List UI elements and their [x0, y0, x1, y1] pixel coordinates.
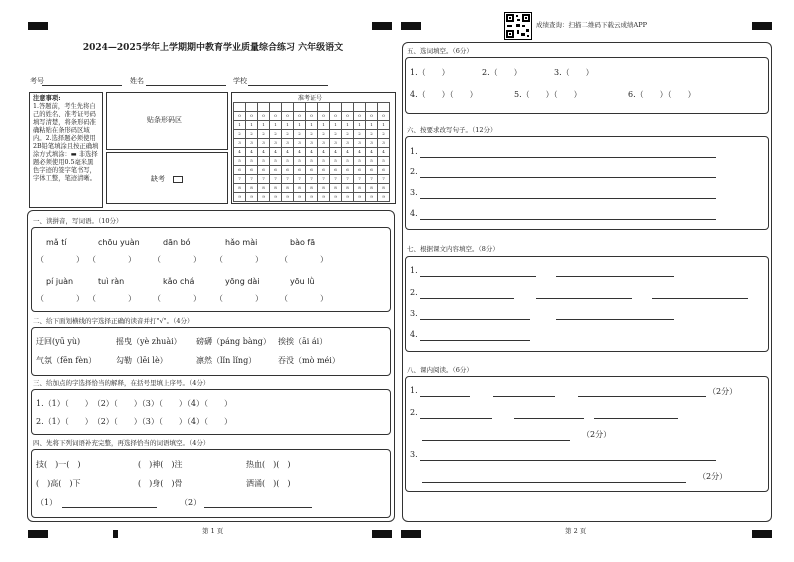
admission-digit-bubble[interactable]: 6 — [282, 166, 294, 175]
fill-in-answer-line[interactable] — [556, 319, 674, 320]
admission-digit-bubble[interactable]: 0 — [246, 112, 258, 121]
admission-digit-bubble[interactable]: 7 — [342, 175, 354, 184]
pronunciation-choice[interactable]: 摇曳（yè zhuài） — [116, 337, 182, 346]
admission-digit-bubble[interactable]: 5 — [294, 157, 306, 166]
absent-label: 缺考 — [151, 175, 165, 183]
reading-answer-line[interactable] — [422, 482, 686, 483]
admission-digit-bubble[interactable]: 8 — [318, 184, 330, 193]
pinyin-prompt: tuì ràn — [98, 277, 125, 286]
admission-digit-bubble[interactable]: 5 — [318, 157, 330, 166]
admission-digit-bubble[interactable]: 7 — [306, 175, 318, 184]
admission-digit-bubble[interactable]: 9 — [330, 193, 342, 202]
admission-digit-bubble[interactable]: 5 — [270, 157, 282, 166]
admission-digit-bubble[interactable]: 2 — [318, 130, 330, 139]
admission-digit-bubble[interactable]: 4 — [306, 148, 318, 157]
admission-digit-bubble[interactable]: 4 — [246, 148, 258, 157]
pronunciation-choice[interactable]: 磅礴（páng bàng） — [196, 337, 271, 346]
section-3-line-1[interactable]: 1.（1）（ ） （2）（ ）（3）（ ）（4）（ ） — [36, 399, 232, 408]
admission-digit-bubble[interactable]: 8 — [246, 184, 258, 193]
section-6-heading: 六、按要求改写句子。（12分） — [407, 126, 497, 134]
admission-digit-bubble[interactable]: 6 — [246, 166, 258, 175]
registration-mark — [401, 22, 421, 30]
admission-digit-bubble[interactable]: 5 — [246, 157, 258, 166]
score-label: （2分） — [708, 387, 738, 396]
word-answer-blank[interactable]: （ ） — [215, 294, 263, 303]
admission-digit-bubble[interactable]: 6 — [294, 166, 306, 175]
section-4-q1-answer[interactable] — [62, 507, 157, 508]
word-choice-blank[interactable]: 6.（ ）（ ） — [628, 90, 696, 99]
question-number: 1. — [410, 266, 418, 275]
admission-digit-bubble[interactable]: 9 — [294, 193, 306, 202]
admission-write-cell[interactable] — [234, 103, 246, 112]
admission-digit-bubble[interactable]: 8 — [366, 184, 378, 193]
pinyin-prompt: kǎo chá — [163, 277, 195, 286]
section-3-line-2[interactable]: 2.（1）（ ） （2）（ ）（3）（ ）（4）（ ） — [36, 417, 232, 426]
admission-digit-bubble[interactable]: 7 — [378, 175, 390, 184]
qr-caption: 成绩查询：扫描二维码下载云成绩APP — [536, 21, 647, 29]
fill-in-answer-line[interactable] — [556, 276, 674, 277]
question-number: 1. — [410, 147, 418, 156]
admission-digit-bubble[interactable]: 5 — [282, 157, 294, 166]
admission-digit-bubble[interactable]: 7 — [294, 175, 306, 184]
page-number-left: 第 1 页 — [202, 527, 224, 535]
admission-digit-bubble[interactable]: 0 — [318, 112, 330, 121]
admission-digit-bubble[interactable]: 7 — [246, 175, 258, 184]
registration-mark — [401, 530, 421, 538]
school-field[interactable] — [248, 85, 328, 86]
admission-digit-bubble[interactable]: 8 — [330, 184, 342, 193]
admission-digit-bubble[interactable]: 9 — [306, 193, 318, 202]
admission-digit-bubble[interactable]: 0 — [366, 112, 378, 121]
admission-digit-bubble[interactable]: 9 — [246, 193, 258, 202]
question-number: 4. — [410, 330, 418, 339]
admission-digit-bubble[interactable]: 4 — [330, 148, 342, 157]
admission-digit-bubble[interactable]: 1 — [342, 121, 354, 130]
admission-digit-bubble[interactable]: 6 — [366, 166, 378, 175]
admission-digit-bubble[interactable]: 8 — [342, 184, 354, 193]
page-number-right: 第 2 页 — [565, 527, 587, 535]
admission-digit-bubble[interactable]: 0 — [258, 112, 270, 121]
pinyin-prompt: hǎo mài — [225, 238, 258, 247]
reading-answer-line[interactable] — [594, 418, 678, 419]
admission-write-cell[interactable] — [366, 103, 378, 112]
admission-digit-bubble[interactable]: 3 — [306, 139, 318, 148]
fill-in-answer-line[interactable] — [652, 298, 748, 299]
admission-write-cell[interactable] — [318, 103, 330, 112]
admission-digit-bubble[interactable]: 2 — [366, 130, 378, 139]
admission-digit-bubble[interactable]: 8 — [294, 184, 306, 193]
reading-answer-line[interactable] — [420, 460, 716, 461]
registration-mark — [28, 530, 48, 538]
admission-write-cell[interactable] — [258, 103, 270, 112]
section-1-box — [31, 227, 391, 312]
registration-mark — [372, 530, 392, 538]
admission-digit-bubble[interactable]: 0 — [306, 112, 318, 121]
pinyin-prompt: bào fā — [290, 238, 316, 247]
section-4-q1-label: （1） — [36, 498, 58, 507]
admission-write-cell[interactable] — [378, 103, 390, 112]
admission-digit-bubble[interactable]: 3 — [270, 139, 282, 148]
admission-write-cell[interactable] — [342, 103, 354, 112]
admission-digit-bubble[interactable]: 9 — [378, 193, 390, 202]
rewrite-answer-line[interactable] — [420, 177, 716, 178]
fill-in-answer-line[interactable] — [420, 340, 530, 341]
admission-digit-bubble[interactable]: 5 — [354, 157, 366, 166]
barcode-label: 贴条形码区 — [147, 116, 182, 124]
pinyin-prompt: pí juàn — [46, 277, 74, 286]
admission-digit-bubble[interactable]: 3 — [294, 139, 306, 148]
pinyin-prompt: chōu yuàn — [98, 238, 140, 247]
admission-write-cell[interactable] — [246, 103, 258, 112]
admission-digit-bubble[interactable]: 9 — [282, 193, 294, 202]
admission-digit-bubble[interactable]: 4 — [294, 148, 306, 157]
section-5-box — [405, 57, 769, 114]
admission-digit-bubble[interactable]: 3 — [282, 139, 294, 148]
admission-digit-bubble[interactable]: 8 — [258, 184, 270, 193]
admission-digit-bubble[interactable]: 5 — [306, 157, 318, 166]
section-3-heading: 三、给加点的字选择恰当的解释，在括号里填上序号。（4分） — [33, 379, 210, 387]
section-8-heading: 八、课内阅读。（6分） — [407, 366, 473, 374]
rewrite-answer-line[interactable] — [420, 219, 716, 220]
admission-digit-bubble[interactable]: 2 — [342, 130, 354, 139]
section-3-box — [31, 389, 391, 435]
absent-box — [106, 152, 228, 204]
admission-digit-bubble[interactable]: 3 — [342, 139, 354, 148]
section-4-q2-answer[interactable] — [204, 507, 312, 508]
score-label: （2分） — [698, 472, 728, 481]
name-label: 姓名 — [130, 77, 144, 85]
word-answer-blank[interactable]: （ ） — [153, 255, 201, 264]
page-title: 2024—2025学年上学期期中教育学业质量综合练习 六年级语文 — [82, 43, 344, 53]
admission-digit-bubble[interactable]: 6 — [342, 166, 354, 175]
rewrite-answer-line[interactable] — [420, 198, 716, 199]
admission-digit-bubble[interactable]: 4 — [318, 148, 330, 157]
admission-digit-bubble[interactable]: 4 — [378, 148, 390, 157]
admission-digit-bubble[interactable]: 0 — [342, 112, 354, 121]
admission-digit-bubble[interactable]: 2 — [378, 130, 390, 139]
admission-digit-bubble[interactable]: 8 — [306, 184, 318, 193]
admission-write-cell[interactable] — [354, 103, 366, 112]
absent-checkbox[interactable] — [173, 176, 183, 183]
admission-digit-bubble[interactable]: 5 — [330, 157, 342, 166]
registration-mark — [752, 530, 772, 538]
admission-digit-bubble[interactable]: 1 — [366, 121, 378, 130]
admission-digit-bubble[interactable]: 9 — [366, 193, 378, 202]
reading-answer-line[interactable] — [422, 440, 570, 441]
exam-no-field[interactable] — [42, 85, 122, 86]
rewrite-answer-line[interactable] — [420, 157, 716, 158]
admission-digit-bubble[interactable]: 7 — [330, 175, 342, 184]
idiom-completion[interactable]: ( )高( )下 — [36, 479, 81, 488]
idiom-completion[interactable]: ( )身( )骨 — [138, 479, 183, 488]
question-number: 2. — [410, 408, 418, 417]
idiom-completion[interactable]: 洒涌( )( ) — [246, 479, 291, 488]
admission-digit-bubble[interactable]: 5 — [378, 157, 390, 166]
reading-answer-line[interactable] — [514, 418, 584, 419]
pronunciation-choice[interactable]: 气氛（fēn fèn） — [36, 356, 97, 365]
question-number: 4. — [410, 209, 418, 218]
admission-digit-bubble[interactable]: 5 — [234, 157, 246, 166]
registration-mark — [28, 22, 48, 30]
admission-digit-bubble[interactable]: 1 — [330, 121, 342, 130]
word-answer-blank[interactable]: （ ） — [215, 255, 263, 264]
admission-digit-bubble[interactable]: 8 — [354, 184, 366, 193]
notice-body: 1.答题前，考生先将自己的姓名、准考证号码填写清楚，将条形码准确粘贴在条形码区域内。2.选择题必须使用2B铅笔填涂且按正确填涂方式填涂：▬ 非选择题必须使用0.5毫米黑色字迹的签字笔书写，字体工整，笔迹清晰。 — [33, 103, 99, 182]
admission-write-cell[interactable] — [282, 103, 294, 112]
admission-digit-bubble[interactable]: 6 — [270, 166, 282, 175]
admission-digit-bubble[interactable]: 8 — [270, 184, 282, 193]
admission-digit-bubble[interactable]: 3 — [258, 139, 270, 148]
admission-digit-bubble[interactable]: 2 — [294, 130, 306, 139]
admission-digit-bubble[interactable]: 1 — [258, 121, 270, 130]
admission-write-cell[interactable] — [330, 103, 342, 112]
admission-digit-bubble[interactable]: 1 — [306, 121, 318, 130]
admission-write-cell[interactable] — [306, 103, 318, 112]
idiom-completion[interactable]: ( )神( )注 — [138, 460, 183, 469]
admission-digit-bubble[interactable]: 4 — [270, 148, 282, 157]
admission-number-grid[interactable] — [231, 92, 396, 204]
admission-digit-bubble[interactable]: 7 — [282, 175, 294, 184]
word-answer-blank[interactable]: （ ） — [36, 294, 84, 303]
admission-digit-bubble[interactable]: 6 — [330, 166, 342, 175]
reading-answer-line[interactable] — [420, 396, 470, 397]
admission-digit-bubble[interactable]: 1 — [318, 121, 330, 130]
admission-digit-bubble[interactable]: 4 — [234, 148, 246, 157]
admission-digit-bubble[interactable]: 5 — [366, 157, 378, 166]
admission-digit-bubble[interactable]: 2 — [270, 130, 282, 139]
word-answer-blank[interactable]: （ ） — [88, 255, 136, 264]
admission-digit-bubble[interactable]: 7 — [318, 175, 330, 184]
word-answer-blank[interactable]: （ ） — [88, 294, 136, 303]
admission-digit-bubble[interactable]: 6 — [318, 166, 330, 175]
admission-digit-bubble[interactable]: 1 — [234, 121, 246, 130]
pronunciation-choice[interactable]: 迂回(yū yù) — [36, 337, 81, 346]
word-answer-blank[interactable]: （ ） — [280, 255, 328, 264]
section-7-box — [405, 256, 769, 352]
admission-digit-bubble[interactable]: 9 — [234, 193, 246, 202]
admission-digit-bubble[interactable]: 7 — [366, 175, 378, 184]
reading-answer-line[interactable] — [493, 396, 555, 397]
word-answer-blank[interactable]: （ ） — [36, 255, 84, 264]
admission-digit-bubble[interactable]: 4 — [258, 148, 270, 157]
question-number: 3. — [410, 450, 418, 459]
admission-digit-bubble[interactable]: 3 — [378, 139, 390, 148]
score-label: （2分） — [582, 430, 612, 439]
admission-digit-bubble[interactable]: 9 — [258, 193, 270, 202]
admission-digit-bubble[interactable]: 0 — [294, 112, 306, 121]
qr-code-icon — [504, 12, 532, 40]
idiom-completion[interactable]: 热血( )( ) — [246, 460, 291, 469]
admission-digit-bubble[interactable]: 9 — [318, 193, 330, 202]
registration-mark — [752, 22, 772, 30]
word-choice-blank[interactable]: 4.（ ）（ ） — [410, 90, 478, 99]
fill-in-answer-line[interactable] — [536, 298, 632, 299]
pinyin-prompt: dān bó — [163, 238, 191, 247]
word-answer-blank[interactable]: （ ） — [153, 294, 201, 303]
registration-mark — [372, 22, 392, 30]
admission-digit-bubble[interactable]: 0 — [270, 112, 282, 121]
admission-digit-bubble[interactable]: 5 — [342, 157, 354, 166]
admission-number-label: 准考证号 — [298, 95, 323, 102]
word-answer-blank[interactable]: （ ） — [280, 294, 328, 303]
pronunciation-choice[interactable]: 勾勒（lēi lè） — [116, 356, 168, 365]
word-choice-blank[interactable]: 1.（ ） — [410, 68, 450, 77]
admission-digit-bubble[interactable]: 1 — [246, 121, 258, 130]
pronunciation-choice[interactable]: 挨挨（āi ái） — [278, 337, 328, 346]
admission-digit-bubble[interactable]: 2 — [282, 130, 294, 139]
admission-digit-bubble[interactable]: 3 — [246, 139, 258, 148]
admission-digit-bubble[interactable]: 4 — [366, 148, 378, 157]
admission-digit-bubble[interactable]: 6 — [234, 166, 246, 175]
pinyin-prompt: yōu lǜ — [290, 277, 315, 286]
admission-digit-bubble[interactable]: 0 — [330, 112, 342, 121]
admission-digit-bubble[interactable]: 3 — [330, 139, 342, 148]
admission-digit-bubble[interactable]: 2 — [330, 130, 342, 139]
admission-digit-bubble[interactable]: 7 — [354, 175, 366, 184]
admission-digit-bubble[interactable]: 1 — [378, 121, 390, 130]
admission-digit-bubble[interactable]: 6 — [354, 166, 366, 175]
admission-digit-bubble[interactable]: 2 — [234, 130, 246, 139]
admission-write-cell[interactable] — [270, 103, 282, 112]
question-number: 3. — [410, 188, 418, 197]
admission-digit-bubble[interactable]: 2 — [306, 130, 318, 139]
barcode-area[interactable] — [106, 92, 228, 150]
section-2-box — [31, 327, 391, 376]
question-number: 3. — [410, 309, 418, 318]
notice-box — [29, 92, 103, 208]
admission-write-cell[interactable] — [294, 103, 306, 112]
admission-digit-bubble[interactable]: 4 — [342, 148, 354, 157]
pinyin-prompt: yōng dài — [225, 277, 260, 286]
section-7-heading: 七、根据课文内容填空。（8分） — [407, 245, 499, 253]
admission-digit-bubble[interactable]: 1 — [282, 121, 294, 130]
admission-digit-bubble[interactable]: 2 — [354, 130, 366, 139]
fill-in-answer-line[interactable] — [420, 276, 536, 277]
admission-digit-bubble[interactable]: 3 — [366, 139, 378, 148]
idiom-completion[interactable]: 技( )一( ) — [36, 460, 81, 469]
question-number: 1. — [410, 386, 418, 395]
notice-heading: 注意事项: — [33, 95, 61, 102]
section-2-heading: 二、给下面划横线的字选择正确的读音并打"√"。（4分） — [33, 317, 194, 325]
admission-digit-bubble[interactable]: 9 — [354, 193, 366, 202]
question-number: 2. — [410, 288, 418, 297]
admission-digit-bubble[interactable]: 2 — [246, 130, 258, 139]
section-5-heading: 五、选词填空。（6分） — [407, 47, 473, 55]
pronunciation-choice[interactable]: 吞没（mò méi） — [278, 356, 340, 365]
admission-digit-bubble[interactable]: 3 — [354, 139, 366, 148]
admission-digit-bubble[interactable]: 6 — [258, 166, 270, 175]
reading-answer-line[interactable] — [420, 418, 492, 419]
admission-digit-bubble[interactable]: 3 — [318, 139, 330, 148]
admission-digit-bubble[interactable]: 8 — [378, 184, 390, 193]
admission-digit-bubble[interactable]: 8 — [282, 184, 294, 193]
admission-digit-bubble[interactable]: 8 — [234, 184, 246, 193]
question-number: 2. — [410, 167, 418, 176]
section-1-heading: 一、读拼音，写词语。（10分） — [33, 217, 123, 225]
admission-digit-bubble[interactable]: 1 — [270, 121, 282, 130]
admission-digit-bubble[interactable]: 4 — [354, 148, 366, 157]
admission-digit-bubble[interactable]: 4 — [282, 148, 294, 157]
section-4-heading: 四、先将下列词语补充完整，再选择恰当的词语填空。（4分） — [33, 439, 210, 447]
pinyin-prompt: mǎ tí — [46, 238, 67, 247]
admission-digit-bubble[interactable]: 7 — [234, 175, 246, 184]
admission-digit-bubble[interactable]: 0 — [282, 112, 294, 121]
section-6-box — [405, 136, 769, 230]
admission-digit-bubble[interactable]: 0 — [234, 112, 246, 121]
admission-digit-bubble[interactable]: 6 — [306, 166, 318, 175]
admission-digit-bubble[interactable]: 9 — [342, 193, 354, 202]
section-4-q2-label: （2） — [180, 498, 202, 507]
word-choice-blank[interactable]: 2.（ ） — [482, 68, 522, 77]
school-label: 学校 — [233, 77, 247, 85]
admission-digit-bubble[interactable]: 0 — [354, 112, 366, 121]
admission-digit-bubble[interactable]: 1 — [354, 121, 366, 130]
name-field[interactable] — [146, 85, 226, 86]
admission-digit-bubble[interactable]: 7 — [270, 175, 282, 184]
admission-digit-bubble[interactable]: 0 — [378, 112, 390, 121]
admission-digit-bubble[interactable]: 9 — [270, 193, 282, 202]
pronunciation-choice[interactable]: 凛然（lǐn lǐng） — [196, 356, 257, 365]
word-choice-blank[interactable]: 5.（ ）（ ） — [514, 90, 582, 99]
admission-digit-bubble[interactable]: 7 — [258, 175, 270, 184]
exam-no-label: 考号 — [30, 77, 44, 85]
admission-digit-bubble[interactable]: 2 — [258, 130, 270, 139]
admission-digit-bubble[interactable]: 1 — [294, 121, 306, 130]
admission-digit-bubble[interactable]: 3 — [234, 139, 246, 148]
fill-in-answer-line[interactable] — [420, 319, 530, 320]
admission-digit-bubble[interactable]: 5 — [258, 157, 270, 166]
admission-digit-bubble[interactable]: 6 — [378, 166, 390, 175]
registration-mark — [113, 530, 118, 538]
word-choice-blank[interactable]: 3.（ ） — [554, 68, 594, 77]
reading-answer-line[interactable] — [578, 396, 706, 397]
fill-in-answer-line[interactable] — [420, 298, 514, 299]
